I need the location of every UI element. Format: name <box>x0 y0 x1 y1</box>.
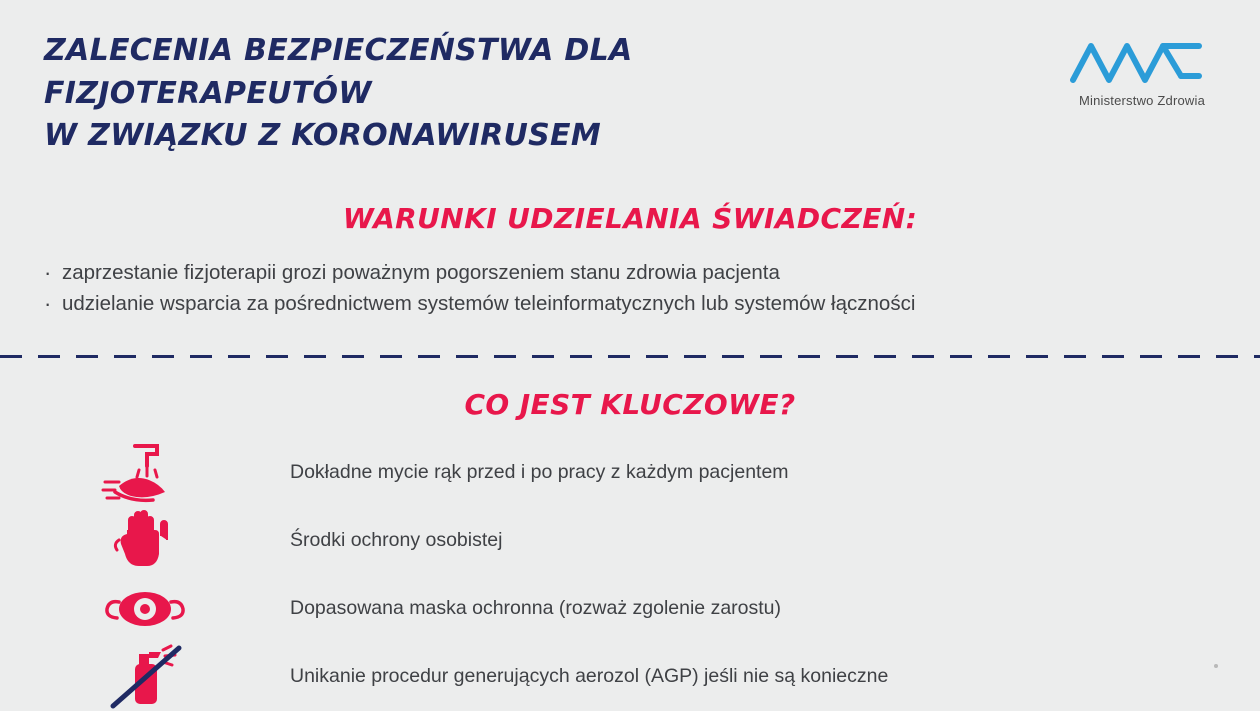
footer-dot <box>1214 664 1218 668</box>
protective-gloves-icon <box>0 507 290 575</box>
list-item <box>0 575 1220 643</box>
key-point-label: Unikanie procedur generujących aerozol (AGP) jeśli nie są konieczne <box>290 665 889 688</box>
no-aerosol-spray-icon <box>0 643 290 711</box>
ministry-zigzag-logo-icon <box>1062 36 1222 88</box>
key-points-list <box>0 439 1260 711</box>
ministry-logo-caption: Ministerstwo Zdrowia <box>1078 93 1206 108</box>
dashed-divider <box>0 355 1260 358</box>
list-item: · udzielanie wsparcia za pośrednictwem systemów teleinformatycznych lub systemów łączności <box>44 288 1230 319</box>
list-item <box>0 439 1220 507</box>
section-heading-conditions: WARUNKI UDZIELANIA ŚWIADCZEŃ: <box>342 201 918 235</box>
key-point-label: Dokładne mycie rąk przed i po pracy z każdym pacjentem <box>290 461 789 484</box>
header <box>0 0 1260 158</box>
ministry-logo <box>1062 30 1222 108</box>
page-title <box>44 30 904 158</box>
handwashing-tap-icon <box>0 439 290 507</box>
list-item: · zaprzestanie fizjoterapii grozi poważnym pogorszeniem stanu zdrowia pacjenta <box>44 257 1230 288</box>
conditions-list <box>0 257 1260 319</box>
section-heading-key-points: CO JEST KLUCZOWE? <box>464 388 796 422</box>
key-point-label: Dopasowana maska ochronna (rozważ zgolenie zarostu) <box>290 597 782 620</box>
face-mask-icon <box>0 575 290 643</box>
list-item <box>0 643 1220 711</box>
page-title-line-2: W ZWIĄZKU Z KORONAWIRUSEM <box>44 118 601 154</box>
key-point-label: Środki ochrony osobistej <box>290 529 503 552</box>
page-title-line-1: ZALECENIA BEZPIECZEŃSTWA DLA FIZJOTERAPEUTÓW <box>44 33 633 111</box>
list-item <box>0 507 1220 575</box>
